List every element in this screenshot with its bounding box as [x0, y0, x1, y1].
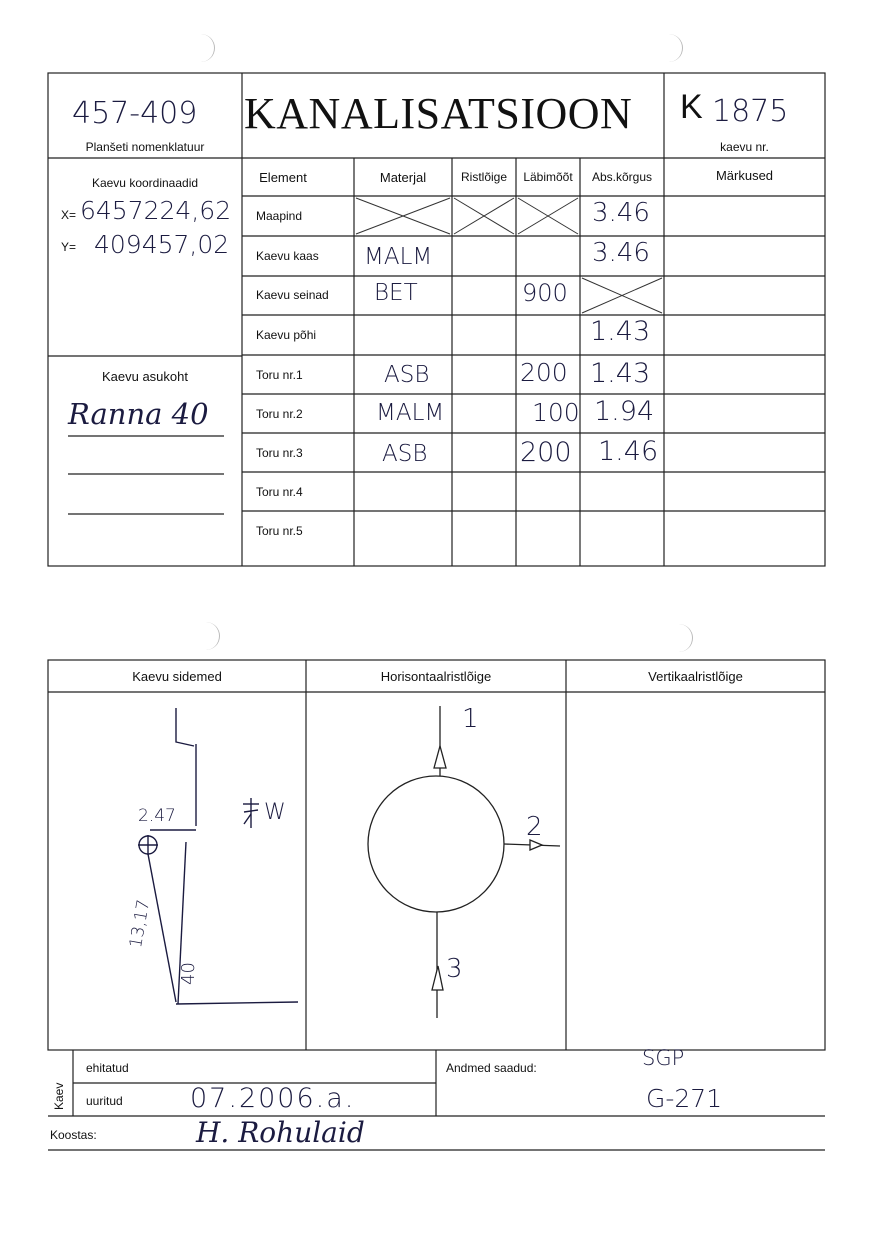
well-prefix: K: [680, 88, 704, 126]
well-number: 1875: [712, 94, 789, 129]
cell-diameter: 200: [520, 358, 568, 387]
well-number-label: kaevu nr.: [720, 140, 769, 154]
surveyed-label: uuritud: [86, 1094, 123, 1108]
cell-material: BET: [374, 280, 418, 306]
col-title-connections: Kaevu sidemed: [132, 669, 222, 684]
cell-height: 3.46: [592, 198, 650, 228]
plansheet-number: 457-409: [72, 96, 198, 131]
sketch-number-label: 40: [178, 962, 199, 985]
col-title-horizontal-section: Horisontaalristlõige: [380, 669, 492, 684]
cell-height: 3.46: [592, 238, 650, 268]
location-label: Kaevu asukoht: [101, 369, 188, 384]
row-label: Kaevu põhi: [256, 328, 317, 342]
built-label: ehitatud: [86, 1061, 129, 1075]
cell-material: ASB: [384, 362, 430, 388]
cell-height: 1.46: [598, 436, 659, 467]
row-label: Toru nr.1: [256, 368, 303, 382]
col-header-cross-section: Ristlõige: [460, 170, 508, 184]
cell-height: 1.43: [590, 358, 651, 389]
cell-diameter: 200: [520, 437, 572, 468]
row-label: Kaevu kaas: [256, 249, 319, 263]
surveyed-date: 07.2006.a.: [190, 1083, 356, 1114]
row-label: Kaevu seinad: [256, 288, 329, 302]
coords-label: Kaevu koordinaadid: [91, 176, 199, 190]
well-vertical-label: Kaev: [52, 1082, 66, 1110]
cell-material: MALM: [376, 400, 445, 426]
x-label: X=: [61, 208, 77, 222]
cell-material: MALM: [364, 244, 433, 270]
cell-height: 1.43: [590, 316, 651, 347]
row-label: Toru nr.3: [256, 446, 303, 460]
x-coordinate: 6457224,62: [80, 196, 232, 225]
pipe-1-label: 1: [462, 704, 479, 734]
sketch-height-label: 2.47: [138, 806, 176, 826]
row-label: Toru nr.2: [256, 407, 303, 421]
cell-material: ASB: [382, 441, 428, 467]
data-source-line2: G-271: [646, 1084, 723, 1113]
row-label: Maapind: [256, 209, 303, 223]
sketch-distance-label: 13,17: [126, 898, 155, 950]
col-header-notes: Märkused: [715, 168, 774, 183]
y-coordinate: 409457,02: [94, 230, 230, 259]
col-title-vertical-section: Vertikaalristlõige: [648, 669, 743, 684]
cell-height: 1.94: [594, 396, 655, 427]
row-label: Toru nr.5: [256, 524, 303, 538]
location-value: Ranna 40: [68, 397, 209, 431]
col-header-diameter: Läbimõõt: [523, 170, 573, 184]
col-header-material: Materjal: [379, 170, 427, 185]
pipe-3-label: 3: [446, 954, 463, 984]
card-title: KANALISATSIOON: [244, 89, 633, 138]
cell-diameter: 100: [532, 398, 580, 427]
cell-diameter: 900: [522, 279, 568, 307]
col-header-element: Element: [259, 170, 307, 185]
sketch-direction-label: W: [264, 800, 286, 825]
plansheet-label: Planšeti nomenklatuur: [85, 140, 205, 154]
compiled-by: H. Rohulaid: [196, 1116, 365, 1149]
data-source-label: Andmed saadud:: [446, 1061, 537, 1075]
compiled-label: Koostas:: [50, 1128, 97, 1142]
pipe-2-label: 2: [526, 812, 543, 842]
col-header-abs-height: Abs.kõrgus: [591, 170, 653, 184]
data-source-line1: SGP: [642, 1046, 685, 1070]
y-label: Y=: [61, 240, 77, 254]
row-label: Toru nr.4: [256, 485, 303, 499]
